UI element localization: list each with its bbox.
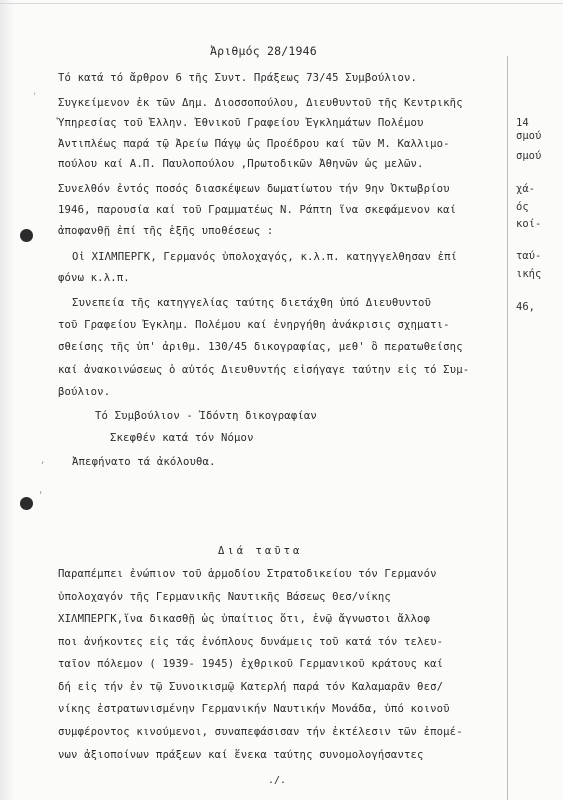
text-line: πούλου καί Α.Π. Παυλοπούλου ,Πρωτοδικῶν Ἀθηνῶν ὡς μελῶν. bbox=[58, 158, 424, 170]
text-line: νων ἀξιοποίνων πράξεων καί ἕνεκα ταύτης συνομολογήσαντες bbox=[58, 749, 424, 761]
section-heading: Διά ταῦτα bbox=[218, 545, 303, 557]
text-line: συμφέροντος κινούμενοι, συναπεφάσισαν τήν ἐκτέλεσιν τῶν ἐπομέ- bbox=[58, 726, 463, 738]
text-line: νίκης ἐστρατωνισμένην Γερμανικήν Ναυτικήν Μονάδα, ὑπό κοινοῦ bbox=[58, 703, 450, 715]
text-line: φόνω κ.λ.π. bbox=[58, 272, 130, 284]
text-line: Οἱ ΧΙΛΜΠΕΡΓΚ, Γερμανός ὑπολοχαγός, κ.λ.π. κατηγγελθησαν ἐπί bbox=[72, 251, 458, 263]
page-top-edge bbox=[0, 3, 563, 4]
text-line: Τό Συμβούλιον - Ἰδόντη δικογραφίαν bbox=[95, 410, 317, 422]
text-line: ταῖον πόλεμον ( 1939- 1945) ἐχθρικοῦ Γερμανικοῦ κράτους καί bbox=[58, 658, 444, 670]
margin-note: ικής bbox=[516, 268, 542, 280]
text-line: ὑπολοχαγόν τῆς Γερμανικῆς Ναυτικῆς Βάσεως Θεσ/νίκης bbox=[58, 591, 391, 603]
margin-note: 14 bbox=[516, 117, 529, 129]
text-line: ἀποφανθῇ ἐπί τῆς ἑξῆς υποθέσεως : bbox=[58, 225, 274, 237]
margin-note: κοί- bbox=[516, 218, 542, 230]
text-line: καί ἀνακοινώσεως ὁ αὐτός Διευθυντής εἰσήγαγε ταύτην εἰς τό Συμ- bbox=[58, 364, 470, 376]
text-line: δή εἰς τήν ἐν τῷ Συνοικισμῷ Κατερλή παρά τόν Καλαμαρᾶν θεσ/ bbox=[58, 681, 444, 693]
text-line: Παραπέμπει ἐνώπιον τοῦ ἁρμοδίου Στρατοδικείου τόν Γερμανόν bbox=[58, 568, 437, 580]
text-line: Συνεπεία τῆς κατηγγελίας ταύτης διετάχθη ὑπό Διευθυντοῦ bbox=[72, 297, 432, 309]
margin-note: σμού bbox=[516, 150, 542, 162]
punch-hole bbox=[20, 497, 33, 510]
text-line: τοῦ Γραφείου Ἐγκλημ. Πολέμου καί ἐνηργήθη ἀνάκρισις σχηματι- bbox=[58, 319, 450, 331]
page-left-edge bbox=[0, 0, 14, 800]
text-line: σθείσης τῆς ὑπ' ἀριθμ. 130/45 δικογραφίας, μεθ' ὃ περατωθείσης bbox=[58, 341, 463, 353]
page-fold-line bbox=[507, 56, 508, 800]
text-line: ΧΙΛΜΠΕΡΓΚ,ἵνα δικασθῇ ὡς ὑπαίτιος ὅτι, ἐνῷ ἄγνωστοι ἄλλοφ bbox=[58, 613, 431, 625]
document-number: Ἀριθμός 28/1946 bbox=[210, 44, 317, 58]
text-line: Ὑπηρεσίας τοῦ Ἑλλην. Ἐθνικοῦ Γραφείου Ἐγκλημάτων Πολέμου bbox=[58, 117, 424, 129]
margin-note: σμού bbox=[516, 130, 542, 142]
text-line: ποι ἀνήκοντες εἰς τάς ἐνόπλους δυνάμεις τοῦ κατά τόν τελευ- bbox=[58, 636, 444, 648]
margin-note: ός bbox=[516, 201, 529, 213]
text-line: βούλιον. bbox=[58, 386, 111, 398]
punch-hole bbox=[20, 229, 33, 242]
text-line: 1946, παρουσία καί τοῦ Γραμματέως Ν. Ράπτη ἵνα σκεφάμενον καί bbox=[58, 204, 457, 216]
scan-speck: , bbox=[38, 486, 44, 496]
text-line: Συνελθόν ἐντός ποσός διασκέψεων δωματίωτου τήν 9ην Ὀκτωβρίου bbox=[58, 183, 450, 195]
text-line: Ἀντιπλέως παρά τῷ Ἀρείω Πάγῳ ὡς Προέδρου καί τῶν Μ. Καλλιμο- bbox=[58, 138, 450, 150]
margin-note: 46, bbox=[516, 301, 535, 313]
margin-note: ταύ- bbox=[516, 250, 542, 262]
text-line: Ἀπεφήνατο τά ἀκόλουθα. bbox=[72, 456, 216, 468]
margin-note: χά- bbox=[516, 183, 535, 195]
text-line: Συγκείμενον ἐκ τῶν Δημ. Διοσσοπούλου, Διευθυντοῦ τῆς Κεντρικῆς bbox=[58, 97, 463, 109]
text-line: Σκεφθέν κατά τόν Νόμον bbox=[110, 432, 254, 444]
continuation-mark: ./. bbox=[268, 775, 287, 786]
scan-speck: ' bbox=[32, 92, 38, 102]
scan-speck: , bbox=[40, 456, 46, 466]
text-line: Τό κατά τό ἄρθρον 6 τῆς Συντ. Πράξεως 73/45 Συμβούλιον. bbox=[58, 72, 418, 84]
